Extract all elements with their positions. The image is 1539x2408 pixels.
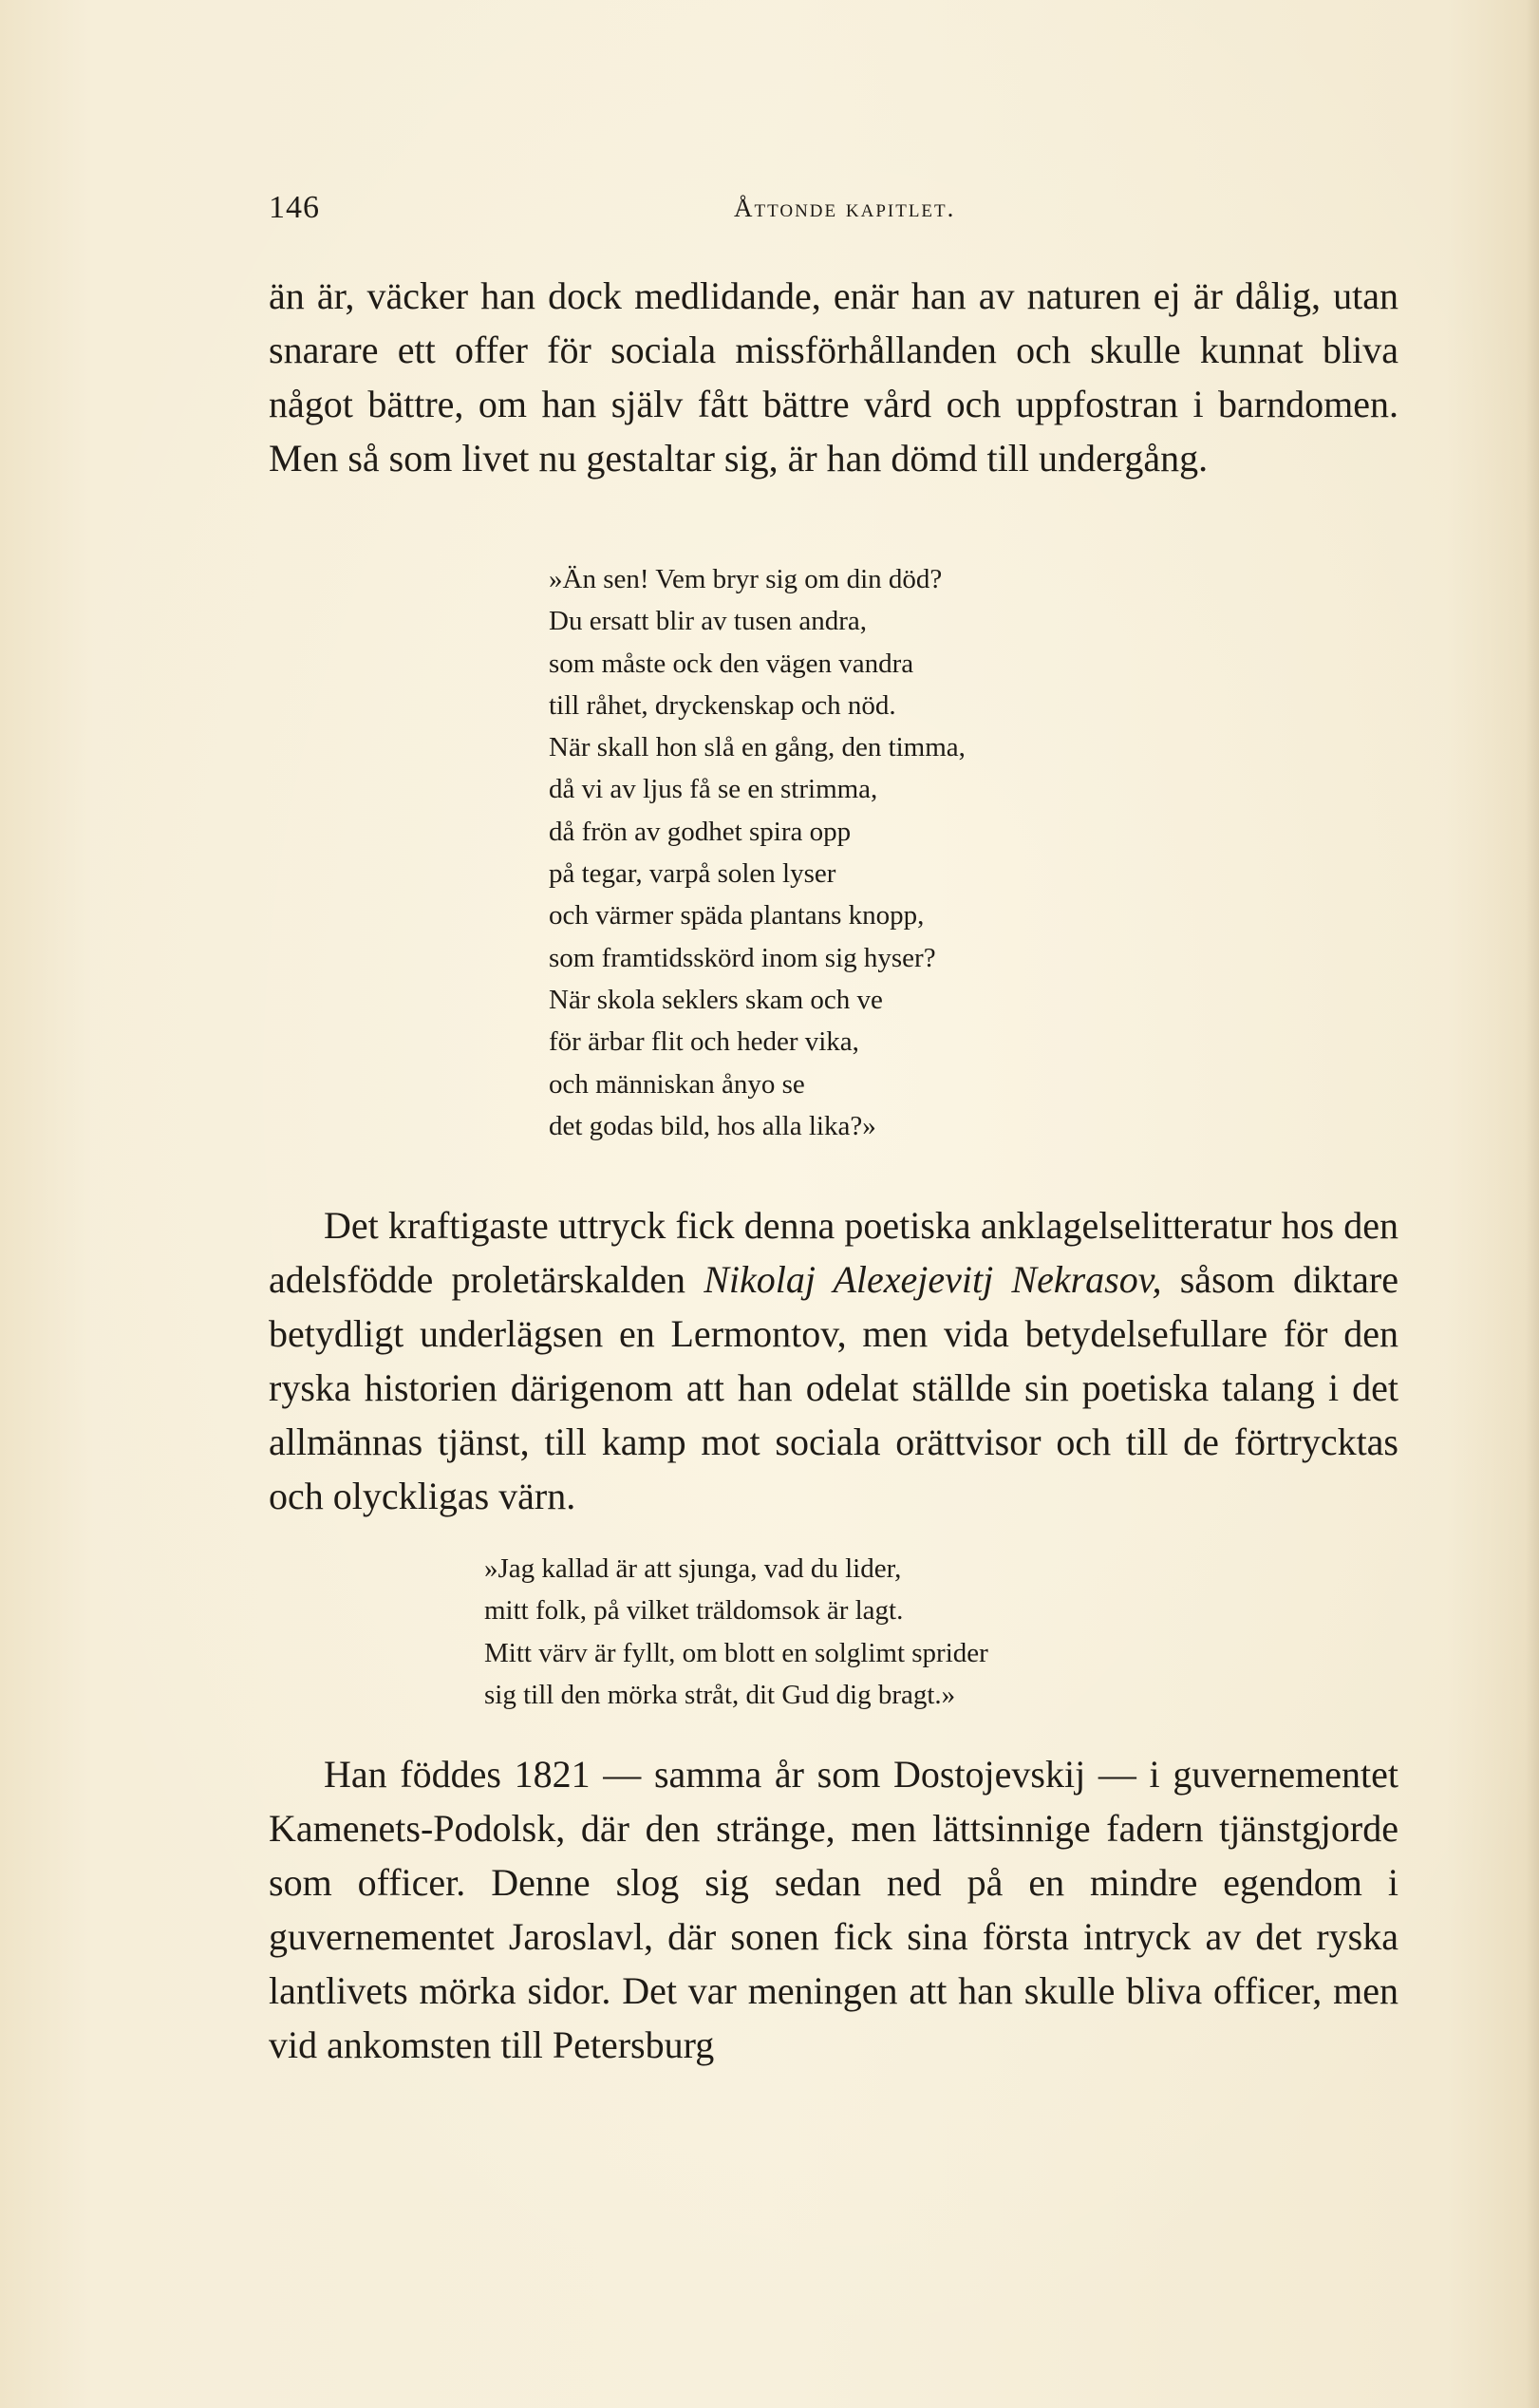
running-head: Åttonde kapitlet. — [734, 194, 956, 222]
poem-2 — [484, 1548, 988, 1716]
poem-1-line: till råhet, dryckenskap och nöd. — [549, 689, 896, 721]
poem-1-line: då frön av godhet spira opp — [549, 816, 852, 847]
poem-1-line: När skall hon slå en gång, den timma, — [549, 732, 966, 763]
poem-1-line: för ärbar flit och heder vika, — [549, 1026, 859, 1058]
poem-1-line: Du ersatt blir av tusen andra, — [549, 606, 868, 637]
poem-2-line: mitt folk, på vilket träldomsok är lagt. — [484, 1595, 904, 1627]
poem-1-line: som framtidsskörd inom sig hyser? — [549, 942, 936, 973]
poem-2-line: Mitt värv är fyllt, om blott en solglimt sprider — [484, 1637, 988, 1668]
paragraph-1 — [269, 269, 1398, 485]
paragraph-2-text — [269, 1198, 1398, 1523]
poet-name: Nikolaj Alexejevitj Nekrasov, — [704, 1258, 1162, 1301]
paragraph-3-text: Han föddes 1821 — samma år som Dostojevskij — i guvernementet Kamenets-Podolsk, där den stränge, men lättsinnige fadern tjänstgjorde som officer. Denne slog sig sedan ned på en mindre egendom i guvernementet Jaroslavl, där sonen fick sina första intryck av det ryska lantlivets mörka sidor. Det var meningen att han skulle bliva officer, men vid ankomsten till Petersburg — [269, 1753, 1398, 2066]
poem-1-line: som måste ock den vägen vandra — [549, 648, 914, 679]
poem-1-line: på tegar, varpå solen lyser — [549, 858, 836, 890]
paragraph-1-text: än är, väcker han dock medlidande, enär han av naturen ej är dålig, utan snarare ett offer för sociala missförhållanden och skulle kunnat bliva något bättre, om han själv fått bättre vård och uppfostran i barndomen. Men så som livet nu gestaltar sig, är han dömd till undergång. — [269, 274, 1398, 480]
poem-1-line: När skola seklers skam och ve — [549, 984, 883, 1015]
poem-1-line: och människan ånyo se — [549, 1068, 805, 1100]
page-header — [269, 190, 1408, 247]
paragraph-2-before: Det kraftigaste uttryck fick denna poetiska anklagelselitteratur hos den adelsfödde proletärskalden — [269, 1204, 1398, 1301]
page-edge-shadow — [1526, 0, 1539, 2408]
paragraph-3 — [269, 1747, 1398, 2072]
poem-1-line: »Än sen! Vem bryr sig om din död? — [549, 564, 943, 594]
poem-1-line: det godas bild, hos alla lika?» — [549, 1110, 876, 1141]
paragraph-2 — [269, 1198, 1398, 1523]
paragraph-2-after: såsom diktare betydligt underlägsen en Lermontov, men vida betydelsefullare för den ryska historien därigenom att han odelat ställde sin poetiska talang i det allmännas tjänst, till kamp mot sociala orättvisor och till de förtrycktas och olyckligas värn. — [269, 1258, 1398, 1517]
poem-1 — [549, 558, 966, 1147]
poem-1-line: då vi av ljus få se en strimma, — [549, 774, 878, 805]
poem-2-line: sig till den mörka stråt, dit Gud dig bragt.» — [484, 1679, 956, 1710]
poem-1-line: och värmer späda plantans knopp, — [549, 900, 925, 931]
poem-2-line: »Jag kallad är att sjunga, vad du lider, — [484, 1553, 902, 1584]
page-number: 146 — [269, 190, 320, 225]
